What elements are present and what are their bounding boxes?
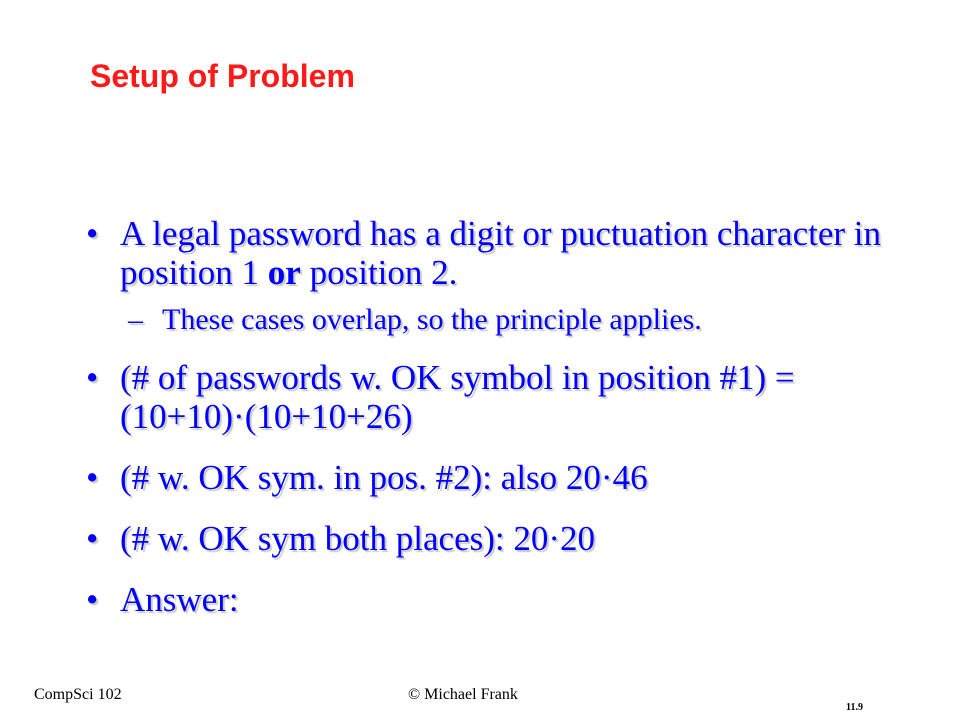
sub-bullet-overlap: [86, 302, 926, 338]
bullet-marker: •: [86, 580, 99, 619]
footer-course: CompSci 102: [34, 686, 122, 703]
footer-author: © Michael Frank: [408, 686, 518, 703]
bullet-text: (# of passwords w. OK symbol in position #1) = (10+10)·(10+10+26): [120, 358, 795, 436]
footer-slide-number: 11.9: [846, 702, 863, 713]
bullet-item-both-places: [86, 519, 926, 558]
bullet-text: A legal password has a digit or puctuation character in position 1: [120, 214, 882, 292]
slide-title: Setup of Problem: [90, 58, 355, 94]
sub-bullet-marker: –: [128, 303, 143, 336]
bullet-text: position 2.: [300, 253, 458, 292]
bullet-item-position-1: [86, 358, 926, 436]
bullet-item-legal-password: [86, 214, 926, 292]
bullet-item-answer: [86, 580, 926, 619]
bullet-text: (# w. OK sym. in pos. #2): also 20·46: [120, 458, 648, 497]
bullet-text: Answer:: [120, 580, 239, 619]
bullet-marker: •: [86, 519, 99, 558]
bullet-marker: •: [86, 358, 99, 397]
bullet-text-bold: or: [267, 253, 301, 292]
bullet-marker: •: [86, 458, 99, 497]
bullet-item-position-2: [86, 458, 926, 497]
bullet-text: (# w. OK sym both places): 20·20: [120, 519, 596, 558]
sub-bullet-text: These cases overlap, so the principle applies.: [162, 303, 702, 336]
bullet-list: [86, 214, 926, 619]
bullet-marker: •: [86, 214, 99, 253]
